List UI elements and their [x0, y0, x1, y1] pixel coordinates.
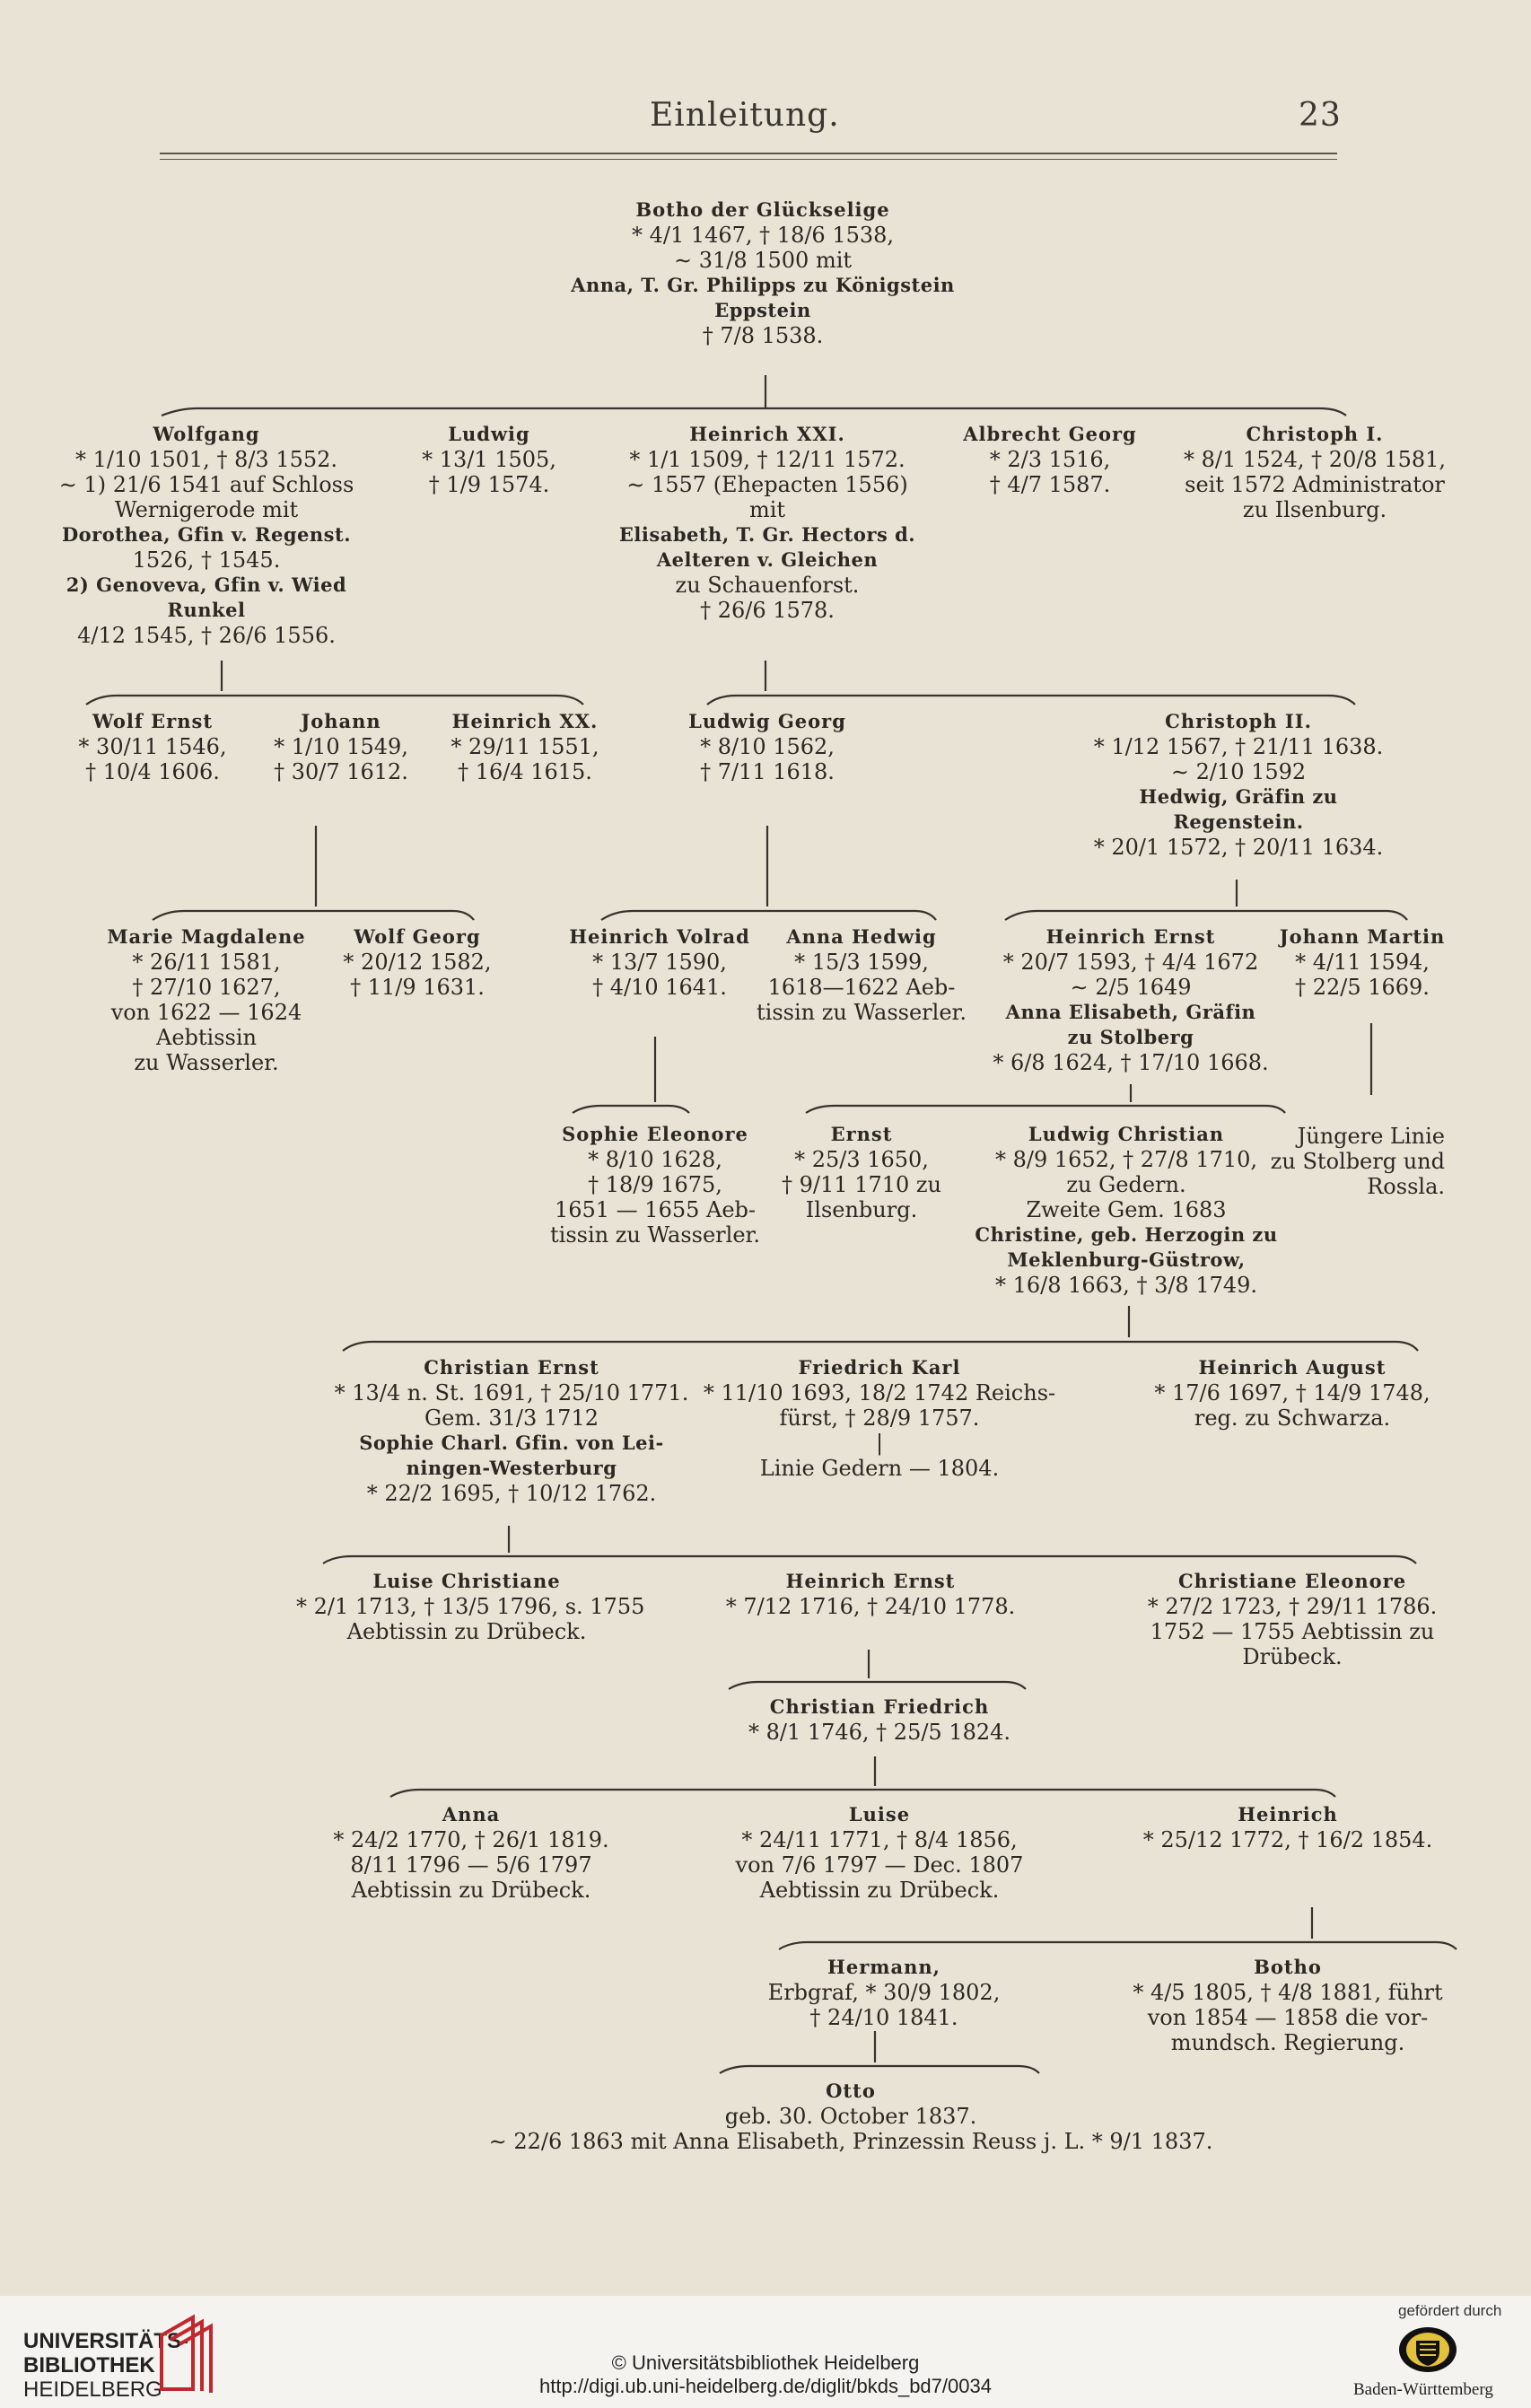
node-botho-2: [1113, 1955, 1463, 2055]
person-dates: * 8/10 1628,: [588, 1147, 722, 1172]
node-johann-martin: [1273, 924, 1452, 1000]
sponsor-label: gefördert durch: [1398, 2302, 1502, 2319]
spouse-dates: * 6/8 1624, † 17/10 1668.: [993, 1050, 1269, 1075]
person-dates: * 25/3 1650,: [794, 1147, 929, 1172]
person-name: Heinrich August: [1198, 1356, 1387, 1379]
spouse-dates: † 7/8 1538.: [702, 323, 824, 348]
marriage-line: ∼ 2/10 1592: [1170, 759, 1307, 784]
person-note: 1651 — 1655 Aeb-: [554, 1197, 757, 1222]
node-hermann: [736, 1955, 1032, 2030]
person-dates: * 30/11 1546,: [78, 734, 227, 759]
library-name-line: UNIVERSITÄTS-: [23, 2329, 189, 2353]
person-dates: * 24/2 1770, † 26/1 1819.: [333, 1827, 609, 1852]
person-name: Heinrich Ernst: [1045, 925, 1216, 948]
spouse-name-cont: Aelteren v. Gleichen: [656, 548, 879, 571]
person-dates: † 7/11 1618.: [700, 759, 835, 784]
person-note: Ilsenburg.: [805, 1197, 918, 1222]
person-note: mundsch. Regierung.: [1170, 2030, 1405, 2055]
spouse-name: Elisabeth, T. Gr. Hectors d.: [618, 523, 916, 546]
person-dates: * 1/10 1501, † 8/3 1552.: [74, 447, 338, 472]
node-juengere-linie: [1256, 1124, 1445, 1199]
node-christian-friedrich: [718, 1694, 1041, 1745]
person-note: Drübeck.: [1242, 1644, 1343, 1669]
node-ludwig-christian: [960, 1122, 1292, 1298]
node-heinrich: [1117, 1802, 1458, 1852]
node-albrecht-georg: [951, 422, 1149, 497]
page-number: 23: [1299, 97, 1342, 134]
spouse-name-cont: Eppstein: [714, 299, 811, 321]
spouse-name: Sophie Charl. Gfin. von Lei-: [359, 1432, 664, 1454]
library-name-line: HEIDELBERG: [23, 2377, 162, 2402]
node-anna-hedwig: [749, 924, 974, 1025]
node-botho: [538, 197, 987, 348]
spouse-name-cont: ningen-Westerburg: [406, 1457, 617, 1479]
node-friedrich-karl: [700, 1355, 1059, 1481]
person-dates: * 20/12 1582,: [343, 950, 492, 975]
person-dates: * 7/12 1716, † 24/10 1778.: [725, 1594, 1016, 1619]
person-dates: Erbgraf, * 30/9 1802,: [767, 1980, 1001, 2005]
spouse-dates: 1526, † 1545.: [132, 547, 281, 573]
person-name: Otto: [826, 2080, 876, 2102]
person-dates: * 2/1 1713, † 13/5 1796, s. 1755: [296, 1594, 645, 1619]
person-dates: † 18/9 1675,: [588, 1172, 722, 1197]
node-marie-magdalene: [99, 924, 314, 1075]
person-dates: * 2/3 1516,: [989, 447, 1111, 472]
person-name: Christiane Eleonore: [1177, 1570, 1407, 1592]
person-dates: * 11/10 1693, 18/2 1742 Reichs-: [703, 1380, 1056, 1405]
person-dates: * 4/11 1594,: [1295, 950, 1430, 975]
node-anna: [314, 1802, 628, 1903]
person-dates: * 29/11 1551,: [451, 734, 599, 759]
spouse-name: Anna, T. Gr. Philipps zu Königstein: [571, 274, 955, 296]
person-dates: † 11/9 1631.: [350, 975, 485, 1000]
person-name: Marie Magdalene: [107, 925, 306, 948]
person-name: Botho: [1254, 1956, 1322, 1978]
person-name: Botho der Glückselige: [635, 198, 890, 221]
person-name: Johann Martin: [1279, 925, 1446, 948]
line-note: Rossla.: [1367, 1174, 1445, 1199]
node-christoph-ii: [1059, 709, 1418, 860]
person-dates: † 27/10 1627,: [132, 975, 281, 1000]
node-heinrich-ernst-2: [709, 1569, 1032, 1619]
spouse-place: zu Schauenforst.: [675, 573, 860, 598]
person-dates: * 4/5 1805, † 4/8 1881, führt: [1133, 1980, 1443, 2005]
person-dates: † 30/7 1612.: [274, 759, 408, 784]
marriage-line: ∼ 1) 21/6 1541 auf Schloss: [58, 472, 354, 497]
person-note: von 1622 — 1624: [110, 1000, 302, 1025]
person-dates: * 1/12 1567, † 21/11 1638.: [1093, 734, 1384, 759]
node-heinrich-xxi: [610, 422, 924, 623]
person-name: Ludwig: [448, 423, 530, 445]
person-name: Christian Ernst: [424, 1356, 599, 1379]
person-name: Ludwig Christian: [1028, 1123, 1225, 1145]
spouse-name: Christine, geb. Herzogin zu: [975, 1223, 1278, 1246]
node-ludwig: [408, 422, 570, 497]
marriage-line: Zweite Gem. 1683: [1026, 1197, 1227, 1222]
spouse-dates: * 16/8 1663, † 3/8 1749.: [994, 1273, 1258, 1298]
spouse-name: Dorothea, Gfin v. Regenst.: [61, 523, 352, 546]
person-dates: * 27/2 1723, † 29/11 1786.: [1147, 1594, 1438, 1619]
baden-wuerttemberg-crest-icon: [1396, 2325, 1459, 2375]
person-dates: † 4/7 1587.: [989, 472, 1111, 497]
person-name: Luise: [848, 1803, 911, 1826]
person-note: Aebtissin zu Drübeck.: [351, 1878, 591, 1903]
person-dates: † 22/5 1669.: [1295, 975, 1430, 1000]
person-name: Heinrich Volrad: [569, 925, 750, 948]
person-note: von 7/6 1797 — Dec. 1807: [735, 1852, 1024, 1878]
person-dates: † 1/9 1574.: [428, 472, 550, 497]
spouse-name-cont: Runkel: [167, 599, 246, 621]
line-note: Linie Gedern — 1804.: [759, 1456, 1000, 1481]
marriage-line: ∼ 22/6 1863 mit Anna Elisabeth, Prinzessin Reuss j. L. * 9/1 1837.: [488, 2129, 1213, 2154]
marriage-line: ∼ 2/5 1649: [1070, 975, 1192, 1000]
person-dates: * 26/11 1581,: [132, 950, 281, 975]
node-johann: [256, 709, 426, 784]
person-note: Aebtissin zu Drübeck.: [759, 1878, 1000, 1903]
person-note: zu Ilsenburg.: [1242, 497, 1387, 522]
person-dates: * 20/7 1593, † 4/4 1672: [1002, 950, 1259, 975]
person-name: Wolf Ernst: [92, 710, 214, 732]
person-note: tissin zu Wasserler.: [757, 1000, 967, 1025]
person-note: Aebtissin zu Drübeck.: [346, 1619, 587, 1644]
spouse-dates: † 26/6 1578.: [700, 598, 835, 623]
node-wolfgang: [54, 422, 359, 648]
person-note: 1618—1622 Aeb-: [767, 975, 956, 1000]
person-dates: geb. 30. October 1837.: [724, 2104, 977, 2129]
person-name: Heinrich XX.: [451, 710, 599, 732]
spouse-name: 2) Genoveva, Gfin v. Wied: [66, 574, 347, 596]
node-ernst: [772, 1122, 951, 1222]
line-note: zu Stolberg und: [1270, 1149, 1445, 1174]
person-name: Sophie Eleonore: [562, 1123, 748, 1145]
node-heinrich-ernst-1: [987, 924, 1274, 1075]
person-dates: * 1/10 1549,: [274, 734, 408, 759]
spouse-name-cont: zu Stolberg: [1067, 1026, 1194, 1048]
node-christoph-i: [1176, 422, 1454, 522]
person-name: Christoph II.: [1165, 710, 1312, 732]
node-christiane-eleonore: [1131, 1569, 1454, 1669]
person-note: seit 1572 Administrator: [1185, 472, 1445, 497]
spouse-dates: 4/12 1545, † 26/6 1556.: [77, 623, 336, 648]
person-dates: * 4/1 1467, † 18/6 1538,: [631, 223, 895, 248]
person-name: Anna Hedwig: [786, 925, 937, 948]
sponsor-name: Baden-Württemberg: [1353, 2380, 1493, 2399]
person-name: Friedrich Karl: [798, 1356, 961, 1379]
person-dates: * 8/9 1652, † 27/8 1710,: [994, 1147, 1258, 1172]
person-dates: * 13/7 1590,: [592, 950, 727, 975]
person-name: Heinrich XXI.: [689, 423, 845, 445]
descent-bar: |: [875, 1431, 884, 1456]
person-name: Ludwig Georg: [688, 710, 846, 732]
spouse-dates: * 22/2 1695, † 10/12 1762.: [366, 1481, 657, 1506]
person-dates: fürst, † 28/9 1757.: [779, 1405, 980, 1431]
copyright-notice: © Universitätsbibliothek Heidelberg: [611, 2351, 920, 2374]
person-note: zu Wasserler.: [134, 1050, 279, 1075]
node-heinrich-volrad: [556, 924, 763, 1000]
person-dates: † 10/4 1606.: [85, 759, 220, 784]
running-header-title: Einleitung.: [650, 97, 840, 134]
line-note: Jüngere Linie: [1297, 1124, 1445, 1149]
person-dates: † 24/10 1841.: [809, 2005, 958, 2030]
person-name: Anna: [442, 1803, 501, 1826]
person-note: Aebtissin: [156, 1025, 257, 1050]
spouse-name: Hedwig, Gräfin zu: [1139, 785, 1338, 808]
node-heinrich-xx: [431, 709, 619, 784]
node-christian-ernst: [296, 1355, 727, 1506]
person-dates: † 4/10 1641.: [592, 975, 727, 1000]
person-dates: * 8/1 1524, † 20/8 1581,: [1183, 447, 1447, 472]
node-luise-christiane: [296, 1569, 645, 1644]
node-otto: [429, 2079, 1273, 2154]
person-dates: * 25/12 1772, † 16/2 1854.: [1142, 1827, 1433, 1852]
person-name: Heinrich Ernst: [785, 1570, 956, 1592]
person-dates: * 1/1 1509, † 12/11 1572.: [629, 447, 905, 472]
person-dates: * 13/1 1505,: [422, 447, 556, 472]
spouse-name: Anna Elisabeth, Gräfin: [1005, 1001, 1256, 1023]
person-name: Albrecht Georg: [963, 423, 1137, 445]
node-heinrich-august: [1131, 1355, 1454, 1431]
marriage-line: mit: [748, 497, 786, 522]
person-name: Wolfgang: [153, 423, 260, 445]
person-dates: * 8/1 1746, † 25/5 1824.: [748, 1720, 1011, 1745]
marriage-line: ∼ 31/8 1500 mit: [673, 248, 853, 273]
person-dates: * 15/3 1599,: [794, 950, 929, 975]
person-note: tissin zu Wasserler.: [550, 1222, 760, 1248]
node-sophie-eleonore: [534, 1122, 776, 1248]
spouse-name-cont: Meklenburg-Güstrow,: [1007, 1248, 1246, 1271]
node-ludwig-georg: [669, 709, 866, 784]
permalink-url[interactable]: http://digi.ub.uni-heidelberg.de/diglit/bkds_bd7/0034: [539, 2375, 992, 2397]
person-name: Hermann,: [827, 1956, 940, 1978]
person-name: Johann: [301, 710, 381, 732]
marriage-line: Gem. 31/3 1712: [424, 1405, 599, 1431]
person-name: Christoph I.: [1246, 423, 1384, 445]
person-name: Ernst: [830, 1123, 893, 1145]
person-name: Christian Friedrich: [769, 1695, 990, 1718]
person-dates: † 16/4 1615.: [458, 759, 592, 784]
person-dates: * 8/10 1562,: [700, 734, 835, 759]
node-luise: [718, 1802, 1041, 1903]
person-dates: * 17/6 1697, † 14/9 1748,: [1154, 1380, 1430, 1405]
node-wolf-ernst: [54, 709, 251, 784]
person-name: Luise Christiane: [372, 1570, 561, 1592]
spouse-dates: * 20/1 1572, † 20/11 1634.: [1093, 835, 1384, 860]
person-dates: * 13/4 n. St. 1691, † 25/10 1771.: [334, 1380, 689, 1405]
person-note: 8/11 1796 — 5/6 1797: [350, 1852, 592, 1878]
person-dates: * 24/11 1771, † 8/4 1856,: [741, 1827, 1018, 1852]
library-name-line: BIBLIOTHEK: [23, 2353, 155, 2377]
person-note: von 1854 — 1858 die vor-: [1147, 2005, 1429, 2030]
marriage-place: Wernigerode mit: [114, 497, 299, 522]
person-note: zu Gedern.: [1066, 1172, 1186, 1197]
person-name: Wolf Georg: [354, 925, 481, 948]
node-wolf-georg: [332, 924, 503, 1000]
marriage-line: ∼ 1557 (Ehepacten 1556): [626, 472, 908, 497]
person-note: 1752 — 1755 Aebtissin zu: [1150, 1619, 1435, 1644]
spouse-name-cont: Regenstein.: [1173, 810, 1304, 833]
person-note: reg. zu Schwarza.: [1194, 1405, 1391, 1431]
person-name: Heinrich: [1238, 1803, 1338, 1826]
person-dates: † 9/11 1710 zu: [782, 1172, 941, 1197]
